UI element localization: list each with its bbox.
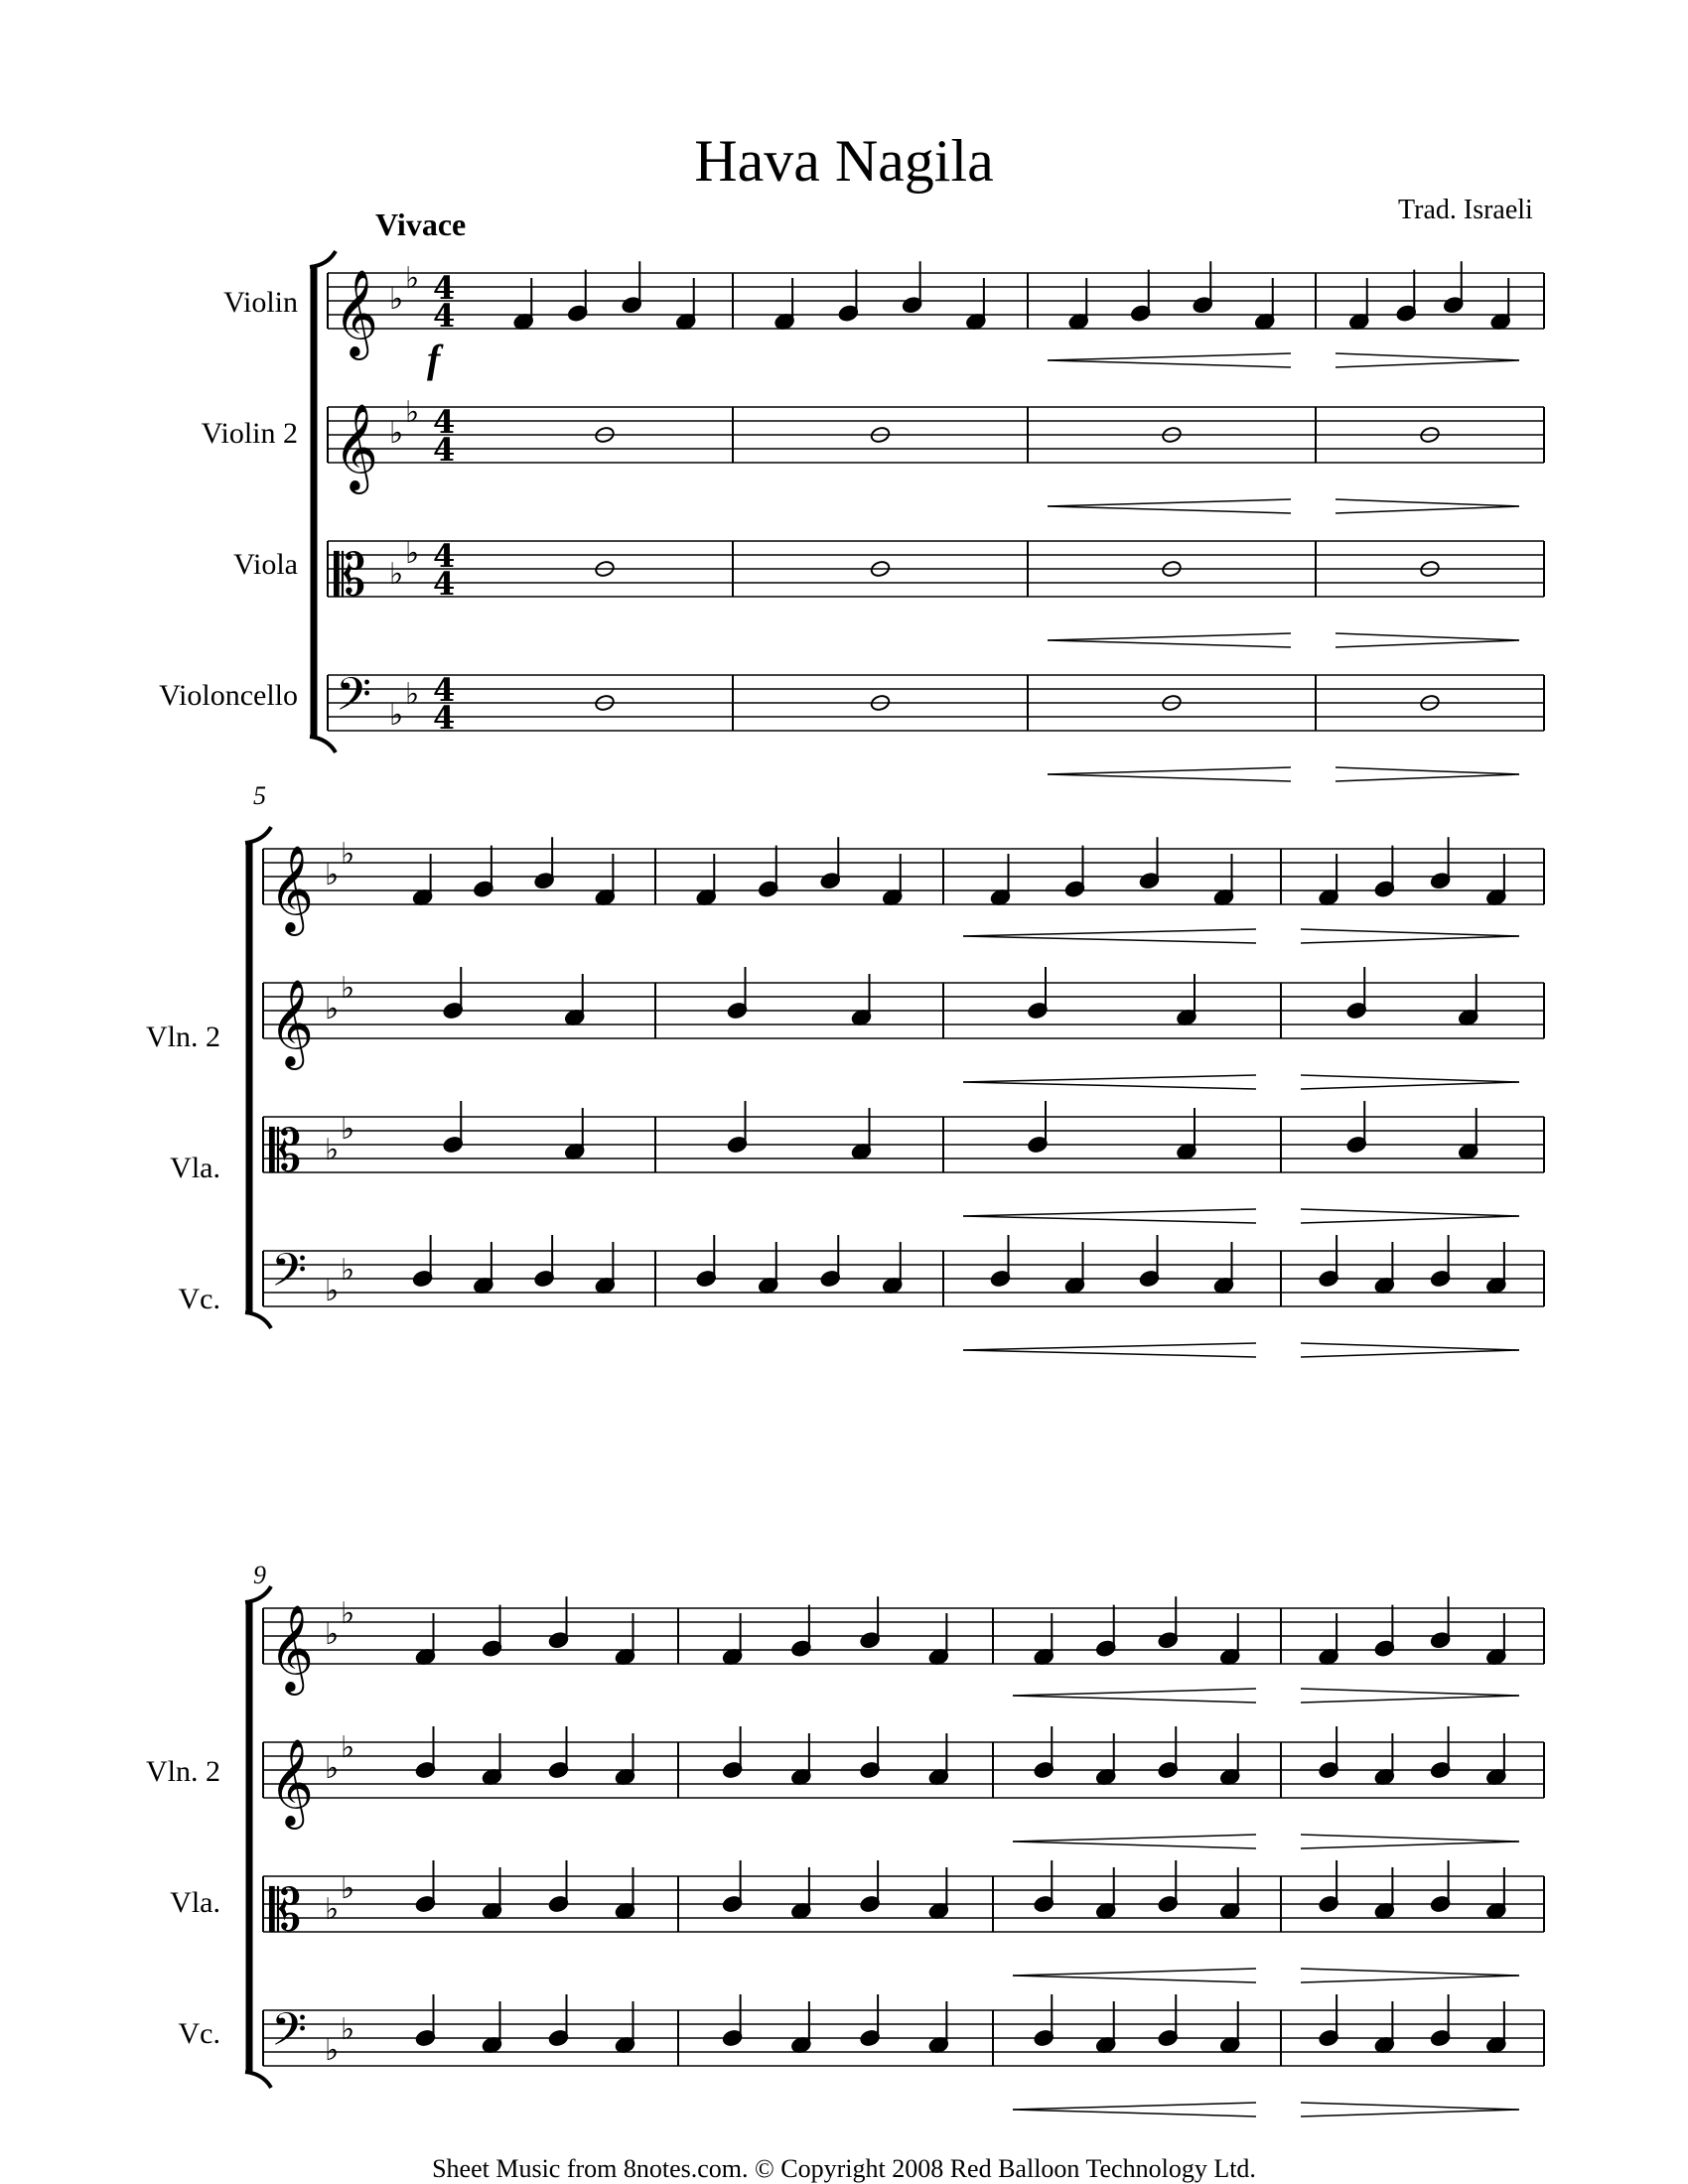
treble-clef-icon: 𝄞 [269, 1603, 314, 1692]
footer-copyright: Sheet Music from 8notes.com. © Copyright 2008 Red Balloon Technology Ltd. [432, 2154, 1256, 2183]
treble-clef-icon: 𝄞 [269, 1737, 314, 1826]
bracket-hook [245, 1312, 271, 1328]
crescendo-hairpin [963, 1075, 1256, 1082]
part-name-viola: Viola [233, 548, 298, 581]
systems [245, 251, 1544, 2116]
flat-icon: ♭ [325, 992, 340, 1026]
decrescendo-hairpin [1336, 506, 1519, 513]
time-signature: 4 [433, 699, 456, 737]
decrescendo-hairpin [1301, 1082, 1519, 1089]
bass-clef-icon: 𝄢 [336, 668, 372, 733]
treble-clef-icon: 𝄞 [334, 402, 378, 490]
flat-icon: ♭ [325, 858, 340, 892]
composer-credit: Trad. Israeli [1398, 195, 1533, 225]
piece-title: Hava Nagila [694, 128, 994, 194]
flat-icon: ♭ [389, 416, 404, 451]
crescendo-hairpin [963, 1082, 1256, 1089]
crescendo-hairpin [1048, 499, 1291, 506]
crescendo-hairpin [963, 936, 1256, 943]
bass-clef-icon: 𝄢 [271, 2003, 308, 2068]
crescendo-hairpin [963, 929, 1256, 936]
crescendo-hairpin [1048, 774, 1291, 781]
part-abbrev-viola: Vla. [170, 1152, 220, 1184]
flat-icon: ♭ [405, 536, 420, 571]
decrescendo-hairpin [1301, 1835, 1519, 1842]
part-abbrev-violoncello: Vc. [178, 2017, 220, 2050]
decrescendo-hairpin [1301, 1216, 1519, 1223]
time-signature: 4 [433, 565, 456, 603]
time-signature: 4 [433, 431, 456, 469]
flat-icon: ♭ [325, 2033, 340, 2068]
bass-clef-icon: 𝄢 [271, 1244, 308, 1308]
decrescendo-hairpin [1301, 1343, 1519, 1350]
decrescendo-hairpin [1301, 1842, 1519, 1848]
bracket-hook [245, 2072, 271, 2088]
crescendo-hairpin [1048, 633, 1291, 640]
bracket-hook [310, 737, 336, 752]
alto-clef-icon: 𝄡 [269, 1117, 302, 1184]
decrescendo-hairpin [1301, 1350, 1519, 1357]
bracket-hook [310, 251, 336, 267]
decrescendo-hairpin [1301, 2103, 1519, 2110]
part-name-violin-2: Violin 2 [201, 417, 298, 450]
flat-icon: ♭ [341, 1596, 355, 1631]
flat-icon: ♭ [341, 1253, 355, 1288]
flat-icon: ♭ [325, 1274, 340, 1308]
crescendo-hairpin [1048, 353, 1291, 360]
part-abbrev-viola: Vla. [170, 1886, 220, 1919]
measure-number: 9 [253, 1561, 266, 1589]
crescendo-hairpin [1048, 767, 1291, 774]
decrescendo-hairpin [1336, 633, 1519, 640]
crescendo-hairpin [1013, 1689, 1256, 1696]
crescendo-hairpin [1013, 1976, 1256, 1982]
crescendo-hairpin [1048, 506, 1291, 513]
time-signature: 4 [433, 297, 456, 335]
flat-icon: ♭ [389, 282, 404, 317]
decrescendo-hairpin [1336, 353, 1519, 360]
crescendo-hairpin [1013, 1969, 1256, 1976]
flat-icon: ♭ [341, 1112, 355, 1147]
time-signature: 4 [433, 403, 456, 441]
flat-icon: ♭ [389, 698, 404, 733]
part-name-violoncello: Violoncello [159, 679, 298, 712]
crescendo-hairpin [1013, 1835, 1256, 1842]
alto-clef-icon: 𝄡 [334, 541, 366, 609]
decrescendo-hairpin [1336, 774, 1519, 781]
measure-number: 5 [253, 781, 266, 810]
time-signature: 4 [433, 269, 456, 307]
flat-icon: ♭ [325, 1892, 340, 1927]
alto-clef-icon: 𝄡 [269, 1876, 302, 1944]
time-signature: 4 [433, 537, 456, 575]
flat-icon: ♭ [405, 261, 420, 296]
part-abbrev-violin-2: Vln. 2 [146, 1755, 220, 1788]
time-signature: 4 [433, 671, 456, 709]
crescendo-hairpin [963, 1343, 1256, 1350]
crescendo-hairpin [1048, 360, 1291, 367]
treble-clef-icon: 𝄞 [269, 844, 314, 932]
flat-icon: ♭ [325, 1133, 340, 1167]
tempo-marking: Vivace [375, 206, 467, 242]
dynamic-marking: f [427, 337, 441, 381]
decrescendo-hairpin [1301, 1969, 1519, 1976]
crescendo-hairpin [963, 1216, 1256, 1223]
flat-icon: ♭ [405, 395, 420, 430]
decrescendo-hairpin [1336, 640, 1519, 647]
flat-icon: ♭ [325, 1751, 340, 1786]
crescendo-hairpin [1013, 2110, 1256, 2116]
flat-icon: ♭ [341, 971, 355, 1006]
part-name-violin: Violin [223, 286, 298, 319]
part-abbrev-violoncello: Vc. [178, 1283, 220, 1315]
treble-clef-icon: 𝄞 [334, 268, 378, 356]
flat-icon: ♭ [405, 677, 420, 712]
crescendo-hairpin [963, 1209, 1256, 1216]
decrescendo-hairpin [1301, 929, 1519, 936]
flat-icon: ♭ [341, 837, 355, 872]
crescendo-hairpin [1013, 1842, 1256, 1848]
decrescendo-hairpin [1336, 360, 1519, 367]
decrescendo-hairpin [1336, 767, 1519, 774]
flat-icon: ♭ [325, 1617, 340, 1652]
treble-clef-icon: 𝄞 [269, 978, 314, 1066]
decrescendo-hairpin [1301, 1976, 1519, 1982]
decrescendo-hairpin [1301, 1696, 1519, 1703]
flat-icon: ♭ [341, 1871, 355, 1906]
decrescendo-hairpin [1301, 2110, 1519, 2116]
crescendo-hairpin [1013, 1696, 1256, 1703]
part-abbrev-violin-2: Vln. 2 [146, 1021, 220, 1053]
flat-icon: ♭ [389, 557, 404, 592]
decrescendo-hairpin [1301, 1689, 1519, 1696]
decrescendo-hairpin [1301, 936, 1519, 943]
bracket-hook [245, 827, 271, 843]
crescendo-hairpin [1013, 2103, 1256, 2110]
flat-icon: ♭ [341, 2012, 355, 2047]
decrescendo-hairpin [1301, 1209, 1519, 1216]
decrescendo-hairpin [1301, 1075, 1519, 1082]
crescendo-hairpin [1048, 640, 1291, 647]
decrescendo-hairpin [1336, 499, 1519, 506]
crescendo-hairpin [963, 1350, 1256, 1357]
flat-icon: ♭ [341, 1730, 355, 1765]
